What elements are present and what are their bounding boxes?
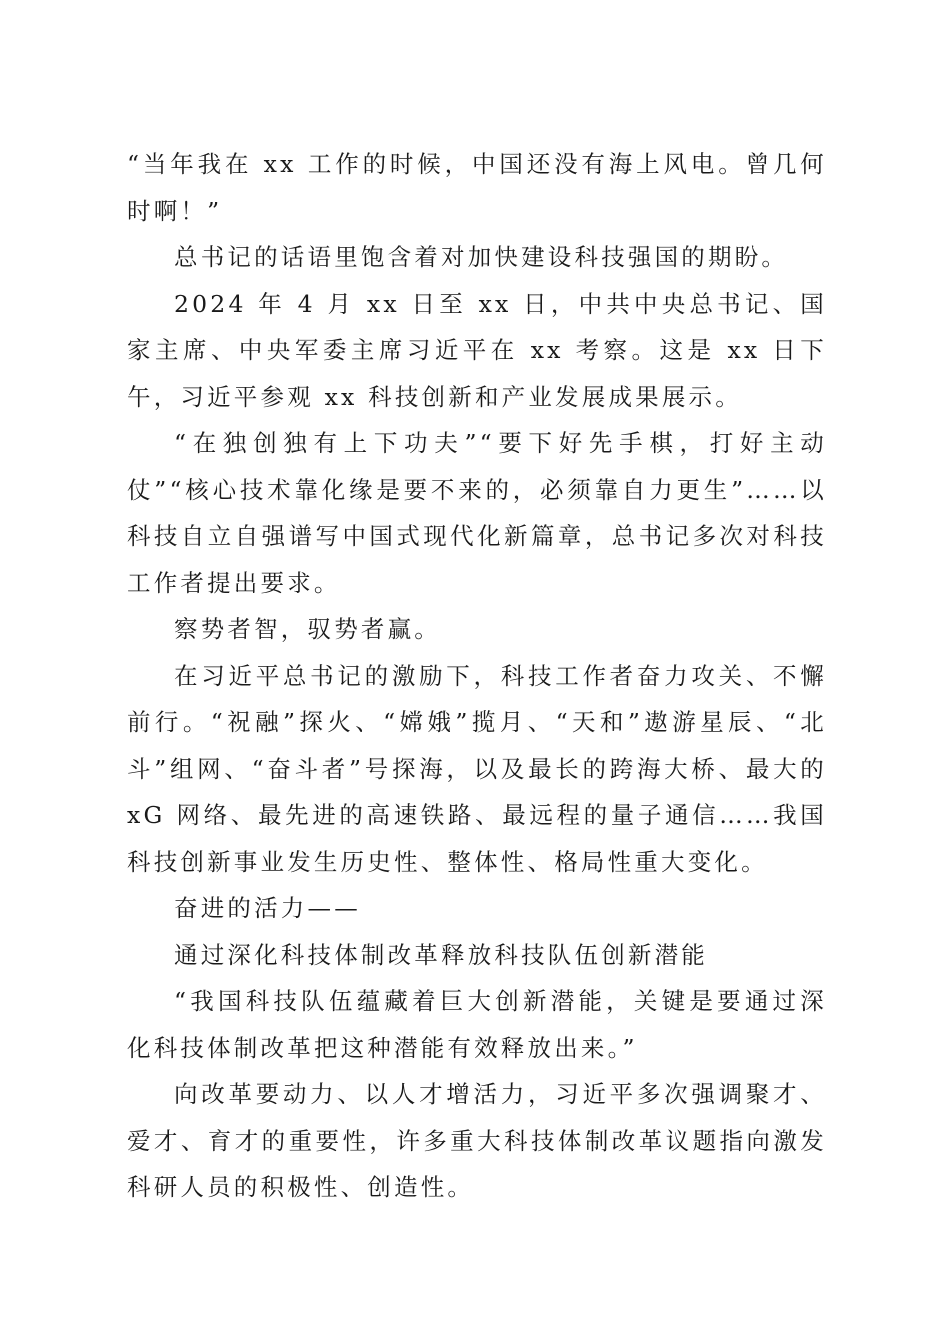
section-heading-title: 通过深化科技体制改革释放科技队伍创新潜能 xyxy=(174,940,708,969)
paragraph-10: 向改革要动力、以人才增活力，习近平多次强调聚才、爱才、育才的重要性，许多重大科技体制改革议题指向激发科研人员的积极性、创造性。 xyxy=(127,1080,827,1201)
paragraph-4: “在独创独有上下功夫”“要下好先手棋，打好主动仗”“核心技术靠化缘是要不来的，必须靠自力更生”……以科技自立自强谱写中国式现代化新篇章，总书记多次对科技工作者提出要求。 xyxy=(127,429,827,597)
document-body xyxy=(127,141,827,1211)
paragraph-5: 察势者智，驭势者赢。 xyxy=(174,615,441,643)
section-heading-lead: 奋进的活力—— xyxy=(174,894,361,922)
paragraph-6: 在习近平总书记的激励下，科技工作者奋力攻关、不懈前行。“祝融”探火、“嫦娥”揽月、“天和”遨游星辰、“北斗”组网、“奋斗者”号探海，以及最长的跨海大桥、最大的 xG 网络、最先进的高速铁路、最远程的量子通信……我国科技创新事业发生历史性、整体性、格局性重大变化。 xyxy=(127,661,827,876)
paragraph-1: “当年我在 xx 工作的时候，中国还没有海上风电。曾几何时啊！” xyxy=(127,150,827,225)
paragraph-9: “我国科技队伍蕴藏着巨大创新潜能，关键是要通过深化科技体制改革把这种潜能有效释放出来。” xyxy=(127,987,827,1062)
paragraph-3: 2024 年 4 月 xx 日至 xx 日，中共中央总书记、国家主席、中央军委主席习近平在 xx 考察。这是 xx 日下午，习近平参观 xx 科技创新和产业发展成果展示。 xyxy=(127,289,827,411)
paragraph-2: 总书记的话语里饱含着对加快建设科技强国的期盼。 xyxy=(174,243,789,271)
